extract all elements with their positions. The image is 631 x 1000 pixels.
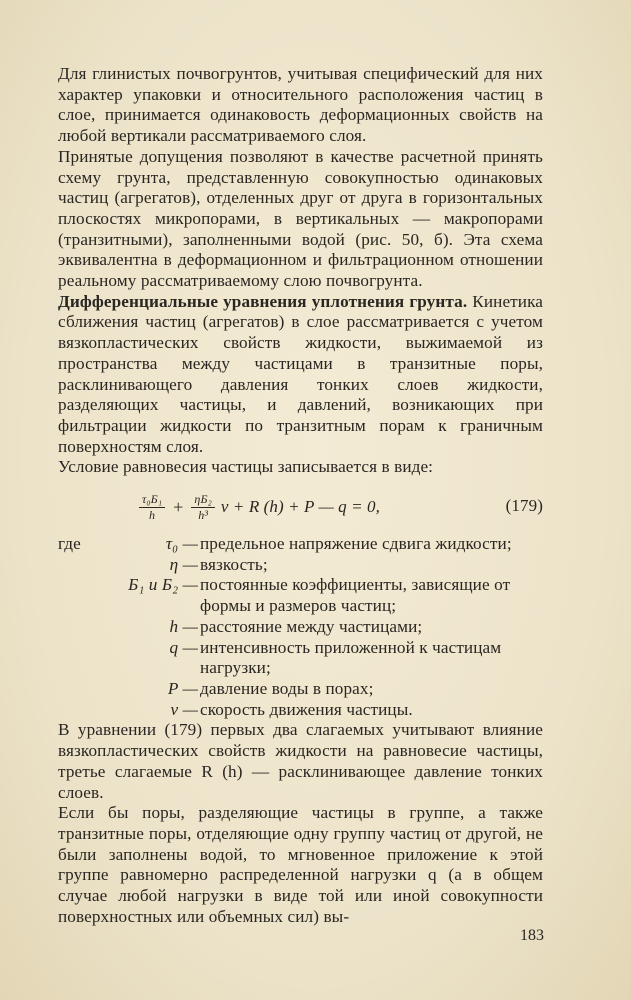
page-number: 183 [520, 927, 544, 944]
paragraph-assumptions: Принятые допущения позволяют в качестве расчетной принять схему грунта, представленную совокупностью одинаковых частиц (агрегатов), отделенных друг от друга в горизонтальных плоскостях микропорами, в вертикальных — макропорами (транзитными), заполненными водой (рис. 50, б). Эта схема эквивалентна в деформационном и фильтрационном отношении реальному рассматриваемому слою почвогрунта. [58, 146, 543, 291]
definition-row [58, 700, 543, 721]
definitions-list [58, 534, 543, 720]
definition-symbol: τ₀ — [165, 534, 198, 554]
definition-text: давление воды в порах; [200, 678, 374, 698]
plus-sign: + [173, 496, 184, 517]
equation-179 [58, 484, 543, 530]
fraction-numerator: τ₀Б₁ [139, 493, 165, 508]
definition-symbol [114, 658, 200, 679]
definition-text: предельное напряжение сдвига жидкости; [200, 534, 512, 554]
definition-symbol: P — [167, 678, 198, 698]
definition-text: формы и размеров частиц; [200, 596, 397, 616]
paragraph-clay-soils: Для глинистых почвогрунтов, учитывая специфический для них характер упаковки и относительного расположения частиц в слое, принимается одинаковость деформационных свойств на любой вертикали рассматриваемого слоя. [58, 64, 543, 146]
definition-row [58, 534, 543, 555]
definition-symbol [114, 596, 200, 617]
fraction-denominator: h³ [198, 507, 209, 522]
definition-text: вязкость; [200, 554, 268, 574]
definition-symbol: h — [169, 616, 198, 636]
definition-text: расстояние между частицами; [200, 616, 423, 636]
definition-text: постоянные коэффициенты, зависящие от [200, 575, 511, 595]
paragraph-equilibrium-intro: Условие равновесия частицы записывается в виде: [58, 457, 434, 477]
paragraph-pores: Если бы поры, разделяющие частицы в группе, а также транзитные поры, отделяющие одну группу частиц от другой, не были заполнены водой, то мгновенное приложение к этой группе равномерно распределенной нагрузки q (а в общем случае любой нагрузки в виде той или иной совокупности поверхностных или объемных сил) вы- [58, 803, 543, 926]
page-body [58, 64, 543, 927]
fraction-viscosity-term [191, 493, 215, 522]
fraction-viscoplastic-term [139, 493, 165, 522]
definition-row [58, 575, 543, 596]
definition-row [58, 638, 543, 659]
equation-number: (179) [505, 496, 543, 516]
fraction-numerator: ηБ₂ [191, 493, 215, 508]
equation-body [136, 484, 380, 530]
paragraph-kinetics [58, 292, 543, 458]
fraction-denominator: h [149, 507, 156, 522]
section-heading: Дифференциальные уравнения уплотнения грунта. [58, 291, 468, 311]
definitions-lead: где [58, 534, 81, 554]
definition-row [58, 679, 543, 700]
definition-symbol: η — [169, 554, 198, 574]
definition-symbol: v — [170, 699, 198, 719]
equation-tail: v + R (h) + P — q = 0, [220, 496, 380, 516]
definition-symbol: q — [169, 637, 198, 657]
definition-row [58, 658, 543, 679]
definition-text: нагрузки; [200, 658, 271, 678]
paragraph-kinetics-body: Кинетика сближения частиц (агрегатов) в слое рассматривается с учетом вязкопластических свойств жидкости, выжимаемой из пространства между частицами в транзитные поры, расклинивающего давления тонких слоев жидкости, разделяющих частицы, и давлений, возникающих при фильтрации жидкости по транзитным порам к граничным поверхностям слоя. [58, 291, 543, 456]
definition-text: интенсивность приложенной к частицам [200, 637, 502, 657]
definition-row [58, 555, 543, 576]
definition-symbol: Б₁ и Б₂ — [128, 575, 198, 595]
definition-row [58, 596, 543, 617]
definition-text: скорость движения частицы. [200, 699, 413, 719]
paragraph-equation-explanation: В уравнении (179) первых два слагаемых учитывают влияние вязкопластических свойств жидкости на равновесие частицы, третье слагаемые R (h) — расклинивающее давление тонких слоев. [58, 720, 543, 802]
definition-row [58, 617, 543, 638]
